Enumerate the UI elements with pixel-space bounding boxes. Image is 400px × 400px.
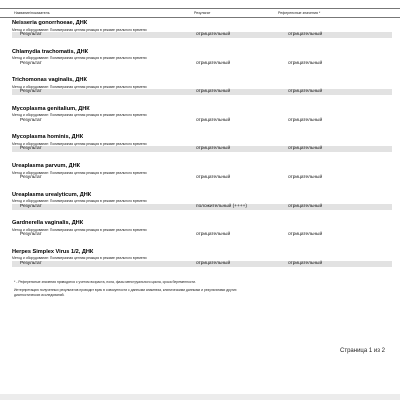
result-row [12, 32, 392, 38]
reference-value: отрицательный [288, 89, 323, 95]
result-value: отрицательный [196, 60, 231, 66]
test-name: Mycoplasma genitalium, ДНК [12, 105, 90, 112]
footnote-interpretation-cont: диагностических исследований. [14, 293, 65, 297]
reference-value: отрицательный [288, 260, 323, 266]
top-cut-mid [84, 0, 154, 2]
test-name: Mycoplasma hominis, ДНК [12, 134, 84, 141]
result-row [12, 175, 392, 181]
result-label: Результат [20, 175, 42, 180]
result-row [12, 204, 392, 210]
test-name: Trichomonas vaginalis, ДНК [12, 77, 87, 84]
test-method: Метод и оборудование: Полимеразная цепная реакция в режиме реального времени [12, 113, 147, 118]
test-name: Herpes Simplex Virus 1/2, ДНК [12, 248, 94, 255]
test-name: Ureaplasma parvum, ДНК [12, 163, 81, 169]
test-name: Chlamydia trachomatis, ДНК [12, 48, 89, 55]
result-label: Результат [20, 60, 42, 66]
test-name: Gardnerella vaginalis, ДНК [12, 220, 84, 227]
header-top-rule [0, 8, 400, 9]
result-value: отрицательный [196, 175, 231, 180]
test-method: Метод и оборудование: Полимеразная цепная реакция в режиме реального времени [12, 84, 147, 89]
result-row [12, 232, 392, 238]
result-value: отрицательный [196, 117, 231, 123]
reference-value: отрицательный [288, 175, 323, 180]
result-row [12, 261, 392, 267]
result-label: Результат [20, 117, 42, 123]
test-method: Метод и оборудование: Полимеразная цепная реакция в режиме реального времени [12, 56, 147, 61]
reference-value: отрицательный [288, 117, 323, 123]
result-label: Результат [20, 203, 42, 209]
reference-value: отрицательный [288, 60, 323, 66]
result-label: Результат [20, 89, 42, 95]
result-label: Результат [20, 32, 42, 37]
test-method: Метод и оборудование: Полимеразная цепная реакция в режиме реального времени [12, 170, 147, 175]
result-value: отрицательный [196, 32, 231, 37]
test-method: Метод и оборудование: Полимеразная цепная реакция в режиме реального времени [12, 141, 147, 146]
top-cut-far [318, 0, 364, 2]
result-label: Результат [20, 232, 42, 238]
result-value: отрицательный [196, 260, 231, 266]
result-value: отрицательный [196, 232, 231, 238]
result-row [12, 89, 392, 95]
test-name: Ureaplasma urealyticum, ДНК [12, 191, 92, 198]
col-header-reference: Референсные значения * [278, 11, 321, 15]
result-value: положительный (++++) [196, 203, 247, 209]
result-row [12, 146, 392, 152]
result-row [12, 61, 392, 67]
reference-value: отрицательный [288, 203, 323, 209]
col-header-result: Результат [194, 11, 211, 15]
reference-value: отрицательный [288, 232, 323, 238]
test-method: Метод и оборудование: Полимеразная цепная реакция в режиме реального времени [12, 199, 147, 204]
reference-value: отрицательный [288, 32, 323, 37]
header-bottom-rule [0, 17, 400, 18]
result-row [12, 118, 392, 124]
result-value: отрицательный [196, 89, 231, 95]
top-cut-left [10, 0, 57, 2]
reference-value: отрицательный [288, 146, 323, 152]
footnote-interpretation: Интерпретацию полученных результатов проводит врач в совокупности с данными анамнеза, клиническими данными и результатами других [14, 288, 237, 292]
col-header-name: Название/показатель [14, 11, 50, 15]
test-method: Метод и оборудование: Полимеразная цепная реакция в режиме реального времени [12, 256, 147, 261]
result-value: отрицательный [196, 146, 231, 152]
footnote-reference: * - Референсные значения приводятся с учетом возраста, пола, фазы менструального цикла, срока беременности. [14, 280, 197, 284]
page-number: Страница 1 из 2 [340, 348, 385, 354]
test-method: Метод и оборудование: Полимеразная цепная реакция в режиме реального времени [12, 27, 147, 32]
test-name: Neisseria gonorrhoeae, ДНК [12, 20, 88, 26]
test-method: Метод и оборудование: Полимеразная цепная реакция в режиме реального времени [12, 227, 147, 232]
result-label: Результат [20, 260, 42, 266]
result-label: Результат [20, 146, 42, 152]
page-bottom-edge [0, 394, 400, 400]
top-cut-right [226, 0, 273, 2]
